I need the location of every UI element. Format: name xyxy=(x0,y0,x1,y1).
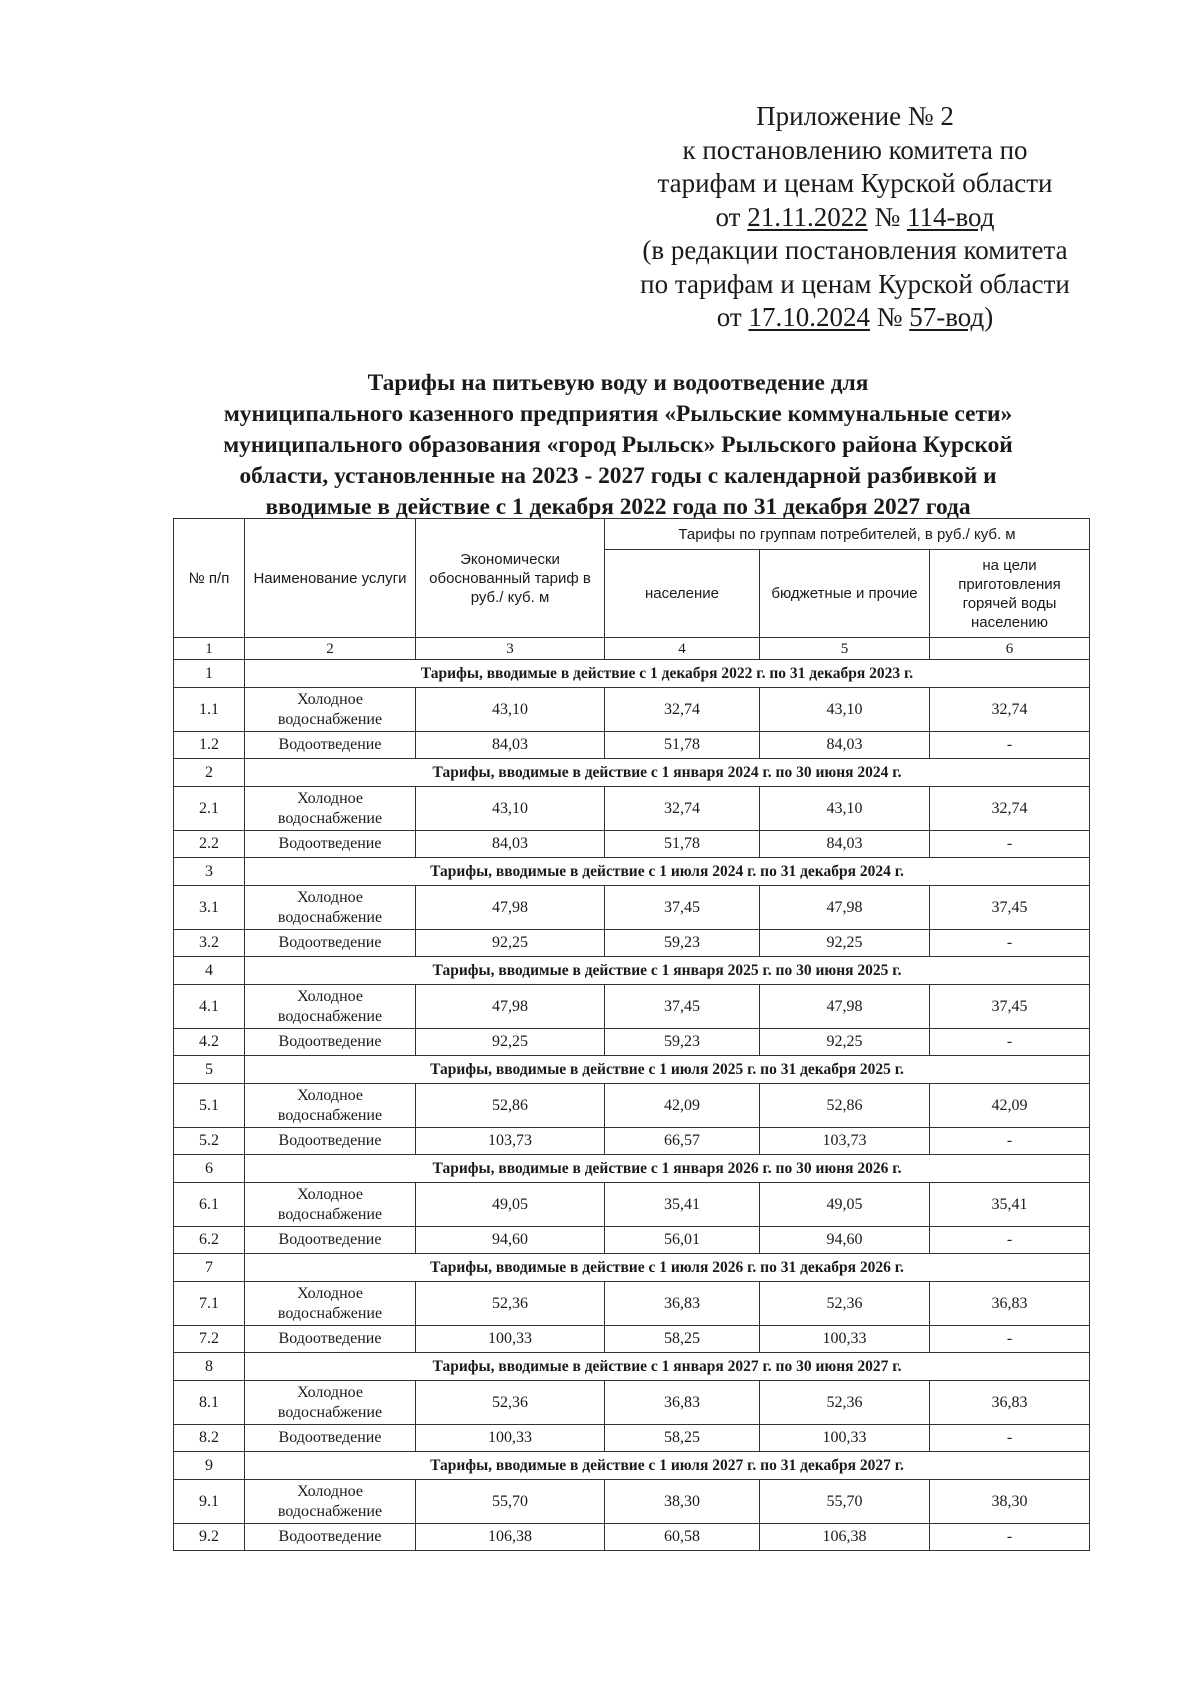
row-number: 6.1 xyxy=(174,1183,245,1227)
period-title: Тарифы, вводимые в действие с 1 июля 2025 г. по 31 декабря 2025 г. xyxy=(245,1056,1090,1084)
period-title: Тарифы, вводимые в действие с 1 января 2026 г. по 30 июня 2026 г. xyxy=(245,1155,1090,1183)
service-name: Холодное водоснабжение xyxy=(245,1282,416,1326)
row-number: 7.1 xyxy=(174,1282,245,1326)
hot-water-tariff-value: - xyxy=(930,1524,1090,1551)
row-number: 5.1 xyxy=(174,1084,245,1128)
period-title: Тарифы, вводимые в действие с 1 января 2027 г. по 30 июня 2027 г. xyxy=(245,1353,1090,1381)
period-number: 2 xyxy=(174,759,245,787)
row-number: 4.2 xyxy=(174,1029,245,1056)
population-tariff-value: 51,78 xyxy=(605,732,760,759)
budget-tariff-value: 84,03 xyxy=(760,732,930,759)
column-number: 3 xyxy=(416,638,605,660)
budget-tariff-value: 43,10 xyxy=(760,787,930,831)
column-number: 6 xyxy=(930,638,1090,660)
economic-tariff-value: 84,03 xyxy=(416,732,605,759)
table-row xyxy=(174,930,1090,957)
hot-water-tariff-value: 32,74 xyxy=(930,688,1090,732)
budget-tariff-value: 55,70 xyxy=(760,1480,930,1524)
period-row xyxy=(174,1353,1090,1381)
economic-tariff-value: 100,33 xyxy=(416,1326,605,1353)
economic-tariff-value: 43,10 xyxy=(416,787,605,831)
service-name: Водоотведение xyxy=(245,1029,416,1056)
period-row xyxy=(174,1155,1090,1183)
population-tariff-value: 66,57 xyxy=(605,1128,760,1155)
period-number: 3 xyxy=(174,858,245,886)
population-tariff-value: 42,09 xyxy=(605,1084,760,1128)
row-number: 4.1 xyxy=(174,985,245,1029)
hot-water-tariff-value: - xyxy=(930,930,1090,957)
population-tariff-value: 36,83 xyxy=(605,1381,760,1425)
population-tariff-value: 59,23 xyxy=(605,1029,760,1056)
population-tariff-value: 38,30 xyxy=(605,1480,760,1524)
economic-tariff-value: 43,10 xyxy=(416,688,605,732)
economic-tariff-value: 103,73 xyxy=(416,1128,605,1155)
economic-tariff-value: 52,36 xyxy=(416,1282,605,1326)
economic-tariff-value: 92,25 xyxy=(416,930,605,957)
budget-tariff-value: 52,36 xyxy=(760,1381,930,1425)
population-tariff-value: 59,23 xyxy=(605,930,760,957)
header-service: Наименование услуги xyxy=(245,519,416,638)
population-tariff-value: 60,58 xyxy=(605,1524,760,1551)
period-number: 1 xyxy=(174,660,245,688)
title-line: муниципального казенного предприятия «Рыльские коммунальные сети» xyxy=(223,401,1013,427)
period-title: Тарифы, вводимые в действие с 1 июля 2026 г. по 31 декабря 2026 г. xyxy=(245,1254,1090,1282)
service-name: Водоотведение xyxy=(245,1425,416,1452)
population-tariff-value: 58,25 xyxy=(605,1425,760,1452)
hot-water-tariff-value: 37,45 xyxy=(930,985,1090,1029)
budget-tariff-value: 52,86 xyxy=(760,1084,930,1128)
service-name: Водоотведение xyxy=(245,1227,416,1254)
period-title: Тарифы, вводимые в действие с 1 января 2024 г. по 30 июня 2024 г. xyxy=(245,759,1090,787)
population-tariff-value: 56,01 xyxy=(605,1227,760,1254)
period-row xyxy=(174,1452,1090,1480)
budget-tariff-value: 47,98 xyxy=(760,886,930,930)
edit-prefix: от xyxy=(716,302,742,332)
service-name: Водоотведение xyxy=(245,1326,416,1353)
population-tariff-value: 37,45 xyxy=(605,985,760,1029)
population-tariff-value: 32,74 xyxy=(605,688,760,732)
row-number: 7.2 xyxy=(174,1326,245,1353)
header-num: № п/п xyxy=(174,519,245,638)
tariffs-table xyxy=(173,518,1090,1551)
table-row xyxy=(174,1084,1090,1128)
table-row xyxy=(174,1425,1090,1452)
service-name: Холодное водоснабжение xyxy=(245,1381,416,1425)
budget-tariff-value: 100,33 xyxy=(760,1425,930,1452)
service-name: Холодное водоснабжение xyxy=(245,787,416,831)
service-name: Холодное водоснабжение xyxy=(245,886,416,930)
economic-tariff-value: 84,03 xyxy=(416,831,605,858)
economic-tariff-value: 94,60 xyxy=(416,1227,605,1254)
period-row xyxy=(174,759,1090,787)
hot-water-tariff-value: - xyxy=(930,732,1090,759)
row-number: 5.2 xyxy=(174,1128,245,1155)
row-number: 2.1 xyxy=(174,787,245,831)
edit-number: 57-вод xyxy=(909,302,985,332)
economic-tariff-value: 106,38 xyxy=(416,1524,605,1551)
population-tariff-value: 58,25 xyxy=(605,1326,760,1353)
appendix-line: по тарифам и ценам Курской области xyxy=(640,268,1070,299)
row-number: 6.2 xyxy=(174,1227,245,1254)
period-row xyxy=(174,660,1090,688)
edit-date: 17.10.2024 xyxy=(748,302,870,332)
appendix-line: тарифам и ценам Курской области xyxy=(657,168,1053,198)
header-consumer-groups: Тарифы по группам потребителей, в руб./ куб. м xyxy=(605,519,1090,550)
service-name: Холодное водоснабжение xyxy=(245,1480,416,1524)
tariffs-table-body xyxy=(174,519,1090,1551)
title-line: муниципального образования «город Рыльск» Рыльского района Курской xyxy=(223,432,1013,458)
period-number: 5 xyxy=(174,1056,245,1084)
economic-tariff-value: 47,98 xyxy=(416,985,605,1029)
appendix-line: к постановлению комитета по xyxy=(682,134,1028,165)
population-tariff-value: 35,41 xyxy=(605,1183,760,1227)
table-row xyxy=(174,688,1090,732)
hot-water-tariff-value: 36,83 xyxy=(930,1381,1090,1425)
appendix-order-line xyxy=(620,201,1090,235)
economic-tariff-value: 100,33 xyxy=(416,1425,605,1452)
order-prefix: от xyxy=(715,201,741,232)
title-line: вводимые в действие с 1 декабря 2022 года по 31 декабря 2027 года xyxy=(265,494,971,520)
appendix-line: (в редакции постановления комитета xyxy=(642,235,1068,265)
hot-water-tariff-value: 36,83 xyxy=(930,1282,1090,1326)
budget-tariff-value: 84,03 xyxy=(760,831,930,858)
order-date: 21.11.2022 xyxy=(747,201,868,232)
order-number: 114-вод xyxy=(906,201,995,232)
service-name: Холодное водоснабжение xyxy=(245,688,416,732)
economic-tariff-value: 49,05 xyxy=(416,1183,605,1227)
table-row xyxy=(174,1227,1090,1254)
table-row xyxy=(174,886,1090,930)
period-title: Тарифы, вводимые в действие с 1 декабря 2022 г. по 31 декабря 2023 г. xyxy=(245,660,1090,688)
row-number: 8.2 xyxy=(174,1425,245,1452)
table-row xyxy=(174,787,1090,831)
population-tariff-value: 37,45 xyxy=(605,886,760,930)
budget-tariff-value: 92,25 xyxy=(760,1029,930,1056)
service-name: Водоотведение xyxy=(245,1524,416,1551)
appendix-edit-order-line xyxy=(620,301,1090,335)
hot-water-tariff-value: - xyxy=(930,1425,1090,1452)
service-name: Водоотведение xyxy=(245,930,416,957)
title-line: Тарифы на питьевую воду и водоотведение для xyxy=(367,370,869,396)
economic-tariff-value: 52,86 xyxy=(416,1084,605,1128)
document-title xyxy=(168,368,1068,523)
header-population: население xyxy=(605,550,760,638)
table-row xyxy=(174,1326,1090,1353)
hot-water-tariff-value: 37,45 xyxy=(930,886,1090,930)
hot-water-tariff-value: 42,09 xyxy=(930,1084,1090,1128)
budget-tariff-value: 92,25 xyxy=(760,930,930,957)
budget-tariff-value: 52,36 xyxy=(760,1282,930,1326)
service-name: Водоотведение xyxy=(245,1128,416,1155)
budget-tariff-value: 103,73 xyxy=(760,1128,930,1155)
edit-close-paren: ) xyxy=(984,302,994,332)
hot-water-tariff-value: 38,30 xyxy=(930,1480,1090,1524)
row-number: 2.2 xyxy=(174,831,245,858)
service-name: Холодное водоснабжение xyxy=(245,985,416,1029)
table-row xyxy=(174,1183,1090,1227)
service-name: Водоотведение xyxy=(245,732,416,759)
period-number: 9 xyxy=(174,1452,245,1480)
hot-water-tariff-value: - xyxy=(930,1029,1090,1056)
budget-tariff-value: 47,98 xyxy=(760,985,930,1029)
table-row xyxy=(174,732,1090,759)
header-budget: бюджетные и прочие xyxy=(760,550,930,638)
period-title: Тарифы, вводимые в действие с 1 июля 2027 г. по 31 декабря 2027 г. xyxy=(245,1452,1090,1480)
hot-water-tariff-value: 32,74 xyxy=(930,787,1090,831)
table-row xyxy=(174,1381,1090,1425)
period-title: Тарифы, вводимые в действие с 1 июля 2024 г. по 31 декабря 2024 г. xyxy=(245,858,1090,886)
table-row xyxy=(174,1524,1090,1551)
hot-water-tariff-value: - xyxy=(930,831,1090,858)
economic-tariff-value: 92,25 xyxy=(416,1029,605,1056)
period-row xyxy=(174,1056,1090,1084)
hot-water-tariff-value: - xyxy=(930,1326,1090,1353)
row-number: 8.1 xyxy=(174,1381,245,1425)
row-number: 1.1 xyxy=(174,688,245,732)
row-number: 1.2 xyxy=(174,732,245,759)
header-hot-water: на цели приготовления горячей воды населению xyxy=(930,550,1090,638)
hot-water-tariff-value: - xyxy=(930,1227,1090,1254)
header-economic-tariff: Экономически обоснованный тариф в руб./ куб. м xyxy=(416,519,605,638)
row-number: 9.2 xyxy=(174,1524,245,1551)
title-line: области, установленные на 2023 - 2027 годы с календарной разбивкой и xyxy=(239,463,997,489)
population-tariff-value: 51,78 xyxy=(605,831,760,858)
appendix-line: Приложение № 2 xyxy=(756,101,954,131)
period-row xyxy=(174,957,1090,985)
order-number-sign: № xyxy=(874,201,901,232)
edit-number-sign: № xyxy=(876,302,903,332)
row-number: 3.2 xyxy=(174,930,245,957)
population-tariff-value: 32,74 xyxy=(605,787,760,831)
table-row xyxy=(174,1029,1090,1056)
column-number: 2 xyxy=(245,638,416,660)
appendix-header xyxy=(620,100,1090,335)
column-number: 5 xyxy=(760,638,930,660)
hot-water-tariff-value: - xyxy=(930,1128,1090,1155)
budget-tariff-value: 43,10 xyxy=(760,688,930,732)
economic-tariff-value: 47,98 xyxy=(416,886,605,930)
period-number: 8 xyxy=(174,1353,245,1381)
service-name: Холодное водоснабжение xyxy=(245,1183,416,1227)
economic-tariff-value: 52,36 xyxy=(416,1381,605,1425)
column-number: 1 xyxy=(174,638,245,660)
column-number: 4 xyxy=(605,638,760,660)
budget-tariff-value: 94,60 xyxy=(760,1227,930,1254)
period-number: 6 xyxy=(174,1155,245,1183)
table-row xyxy=(174,831,1090,858)
row-number: 3.1 xyxy=(174,886,245,930)
budget-tariff-value: 106,38 xyxy=(760,1524,930,1551)
period-row xyxy=(174,858,1090,886)
table-row xyxy=(174,1128,1090,1155)
budget-tariff-value: 49,05 xyxy=(760,1183,930,1227)
column-number-row xyxy=(174,638,1090,660)
service-name: Водоотведение xyxy=(245,831,416,858)
table-row xyxy=(174,1282,1090,1326)
budget-tariff-value: 100,33 xyxy=(760,1326,930,1353)
service-name: Холодное водоснабжение xyxy=(245,1084,416,1128)
row-number: 9.1 xyxy=(174,1480,245,1524)
table-row xyxy=(174,1480,1090,1524)
period-number: 4 xyxy=(174,957,245,985)
header-row xyxy=(174,519,1090,550)
period-title: Тарифы, вводимые в действие с 1 января 2025 г. по 30 июня 2025 г. xyxy=(245,957,1090,985)
period-number: 7 xyxy=(174,1254,245,1282)
period-row xyxy=(174,1254,1090,1282)
economic-tariff-value: 55,70 xyxy=(416,1480,605,1524)
hot-water-tariff-value: 35,41 xyxy=(930,1183,1090,1227)
table-row xyxy=(174,985,1090,1029)
population-tariff-value: 36,83 xyxy=(605,1282,760,1326)
